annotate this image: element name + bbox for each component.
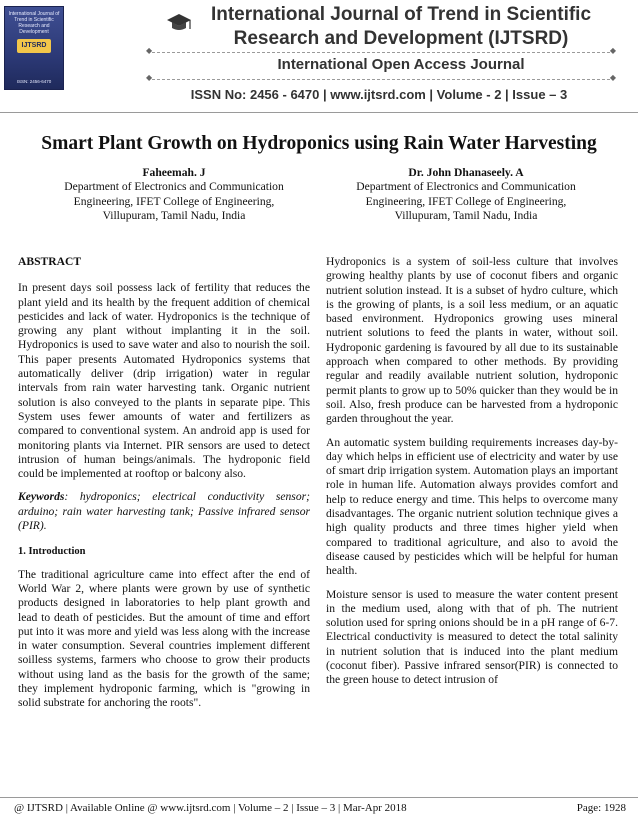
abstract-heading: ABSTRACT bbox=[18, 255, 82, 268]
right-column bbox=[326, 255, 618, 697]
journal-header bbox=[0, 0, 638, 118]
body-paragraph: Moisture sensor is used to measure the water content present in the medium used, along with that of ph. The nutrient solution used for spring onions should be in a pH range of 6-7. Electrical conductivity is measured to detect the total salinity in nutrient solution that is induced into the plant medium (coconut fiber). Passive infrared sensor(PIR) is connected to the green house to detect intrusion of bbox=[326, 587, 618, 687]
author-name: Dr. John Dhanaseely. A bbox=[408, 166, 524, 179]
cover-title: International Journal of Trend in Scientific Research and Development bbox=[8, 11, 60, 35]
header-rule bbox=[0, 112, 638, 113]
page-footer bbox=[14, 801, 626, 815]
author-college: Engineering, IFET College of Engineering, bbox=[73, 194, 275, 208]
paper-title: Smart Plant Growth on Hydroponics using Rain Water Harvesting bbox=[41, 133, 597, 154]
author-location: Villupuram, Tamil Nadu, India bbox=[394, 209, 538, 223]
author-department: Department of Electronics and Communication bbox=[356, 180, 576, 194]
introduction-text: The traditional agriculture came into effect after the end of World War 2, where plants were grown by use of synthetic products designed in laboratories to help plant growth and lead to death of pesticides. But the amount of time and effort put into it was more and yield was less along with the increase in water consumption. Several countries implement different soilless systems, farmers who choose to grow their products without using land as the basis for the growth of the same; they implement hydroponic farming, which is "growing in solid substrate for anchoring the roots". bbox=[18, 567, 310, 710]
body-paragraph: An automatic system building requirements increases day-by-day which helps in efficient use of electricity and water by use of smart drip irrigation system. Automation plays an important role in human life. Automation always provides comfort and help to reduce energy and time. This helps to overcome many disadvantages. The organic nutrient solution technique gives a high quality products and three times higher yield when compared to traditional agriculture, and also to avoid the disease caused by pesticides which will be helpful for human health. bbox=[326, 435, 618, 578]
footer-citation: @ IJTSRD | Available Online @ www.ijtsrd.com | Volume – 2 | Issue – 3 | Mar-Apr 2018 bbox=[14, 802, 407, 814]
left-column bbox=[18, 255, 310, 720]
cover-issn: ISSN: 2456-6470 bbox=[16, 79, 52, 84]
cover-badge: IJTSRD bbox=[17, 39, 51, 53]
issn-line: ISSN No: 2456 - 6470 | www.ijtsrd.com | Volume - 2 | Issue – 3 bbox=[190, 87, 568, 102]
author-block bbox=[316, 166, 616, 224]
keywords-label: Keywords bbox=[18, 490, 65, 504]
journal-name-line1: International Journal of Trend in Scientific bbox=[210, 4, 592, 25]
body-paragraph: Hydroponics is a system of soil-less culture that involves growing healthy plants by use of coconut fibers and organic nutrient solution instead. It is a subset of hydro culture, which is the growing of plants, is a soil less medium, or an aquatic based environment. Hydroponics growing uses mineral nutrient solutions to feed the plants in water, without soil. Hydroponic gardening is favoured by all due to its sustainable approach when compared to other methods. By providing regular and readily available nutrient solution, hydroponic permit plants to grow up to 50% quicker than they would be in soil. Also, fresh produce can be harvested from a hydroponic garden throughout the year. bbox=[326, 255, 618, 426]
header-divider bbox=[152, 79, 610, 80]
author-name: Faheemah. J bbox=[142, 166, 206, 179]
introduction-heading: 1. Introduction bbox=[18, 546, 86, 558]
journal-name-line2: Research and Development (IJTSRD) bbox=[233, 28, 569, 49]
graduation-cap-icon bbox=[166, 12, 192, 34]
author-location: Villupuram, Tamil Nadu, India bbox=[102, 209, 246, 223]
abstract-text: In present days soil possess lack of fertility that reduces the plant yield and its health by the frequent addition of chemical pesticides and lack of water. Hydroponics is the technique of growing any plant without implanting it in the soil. Hydroponics is used to save water and also to nourish the soil. This paper presents Automated Hydroponics systems that automatically deliver (drip irrigation) water in regular intervals from rain water harvesting tank. Organic nutrient solution is also conveyed to the plants in separate pipe. This System uses fewer amounts of water and fertilizers as compared to conventional system. An android app is used for monitoring plants via Internet. PIR sensors are used to detect intrusion of human beings/animals. The hydroponic field could be implemented at rooftop or balcony also. bbox=[18, 281, 310, 481]
author-block bbox=[24, 166, 324, 224]
header-divider bbox=[152, 52, 610, 53]
journal-cover-image bbox=[4, 6, 64, 90]
footer-rule bbox=[0, 797, 638, 798]
open-access-label: International Open Access Journal bbox=[277, 56, 525, 73]
page-number: Page: 1928 bbox=[576, 802, 626, 814]
author-college: Engineering, IFET College of Engineering, bbox=[365, 194, 567, 208]
keywords-text: : hydroponics; electrical conductivity sensor; arduino; rain water harvesting tank; Passive infrared sensor (PIR). bbox=[18, 490, 310, 533]
keywords-paragraph bbox=[18, 490, 310, 533]
author-department: Department of Electronics and Communication bbox=[64, 180, 284, 194]
